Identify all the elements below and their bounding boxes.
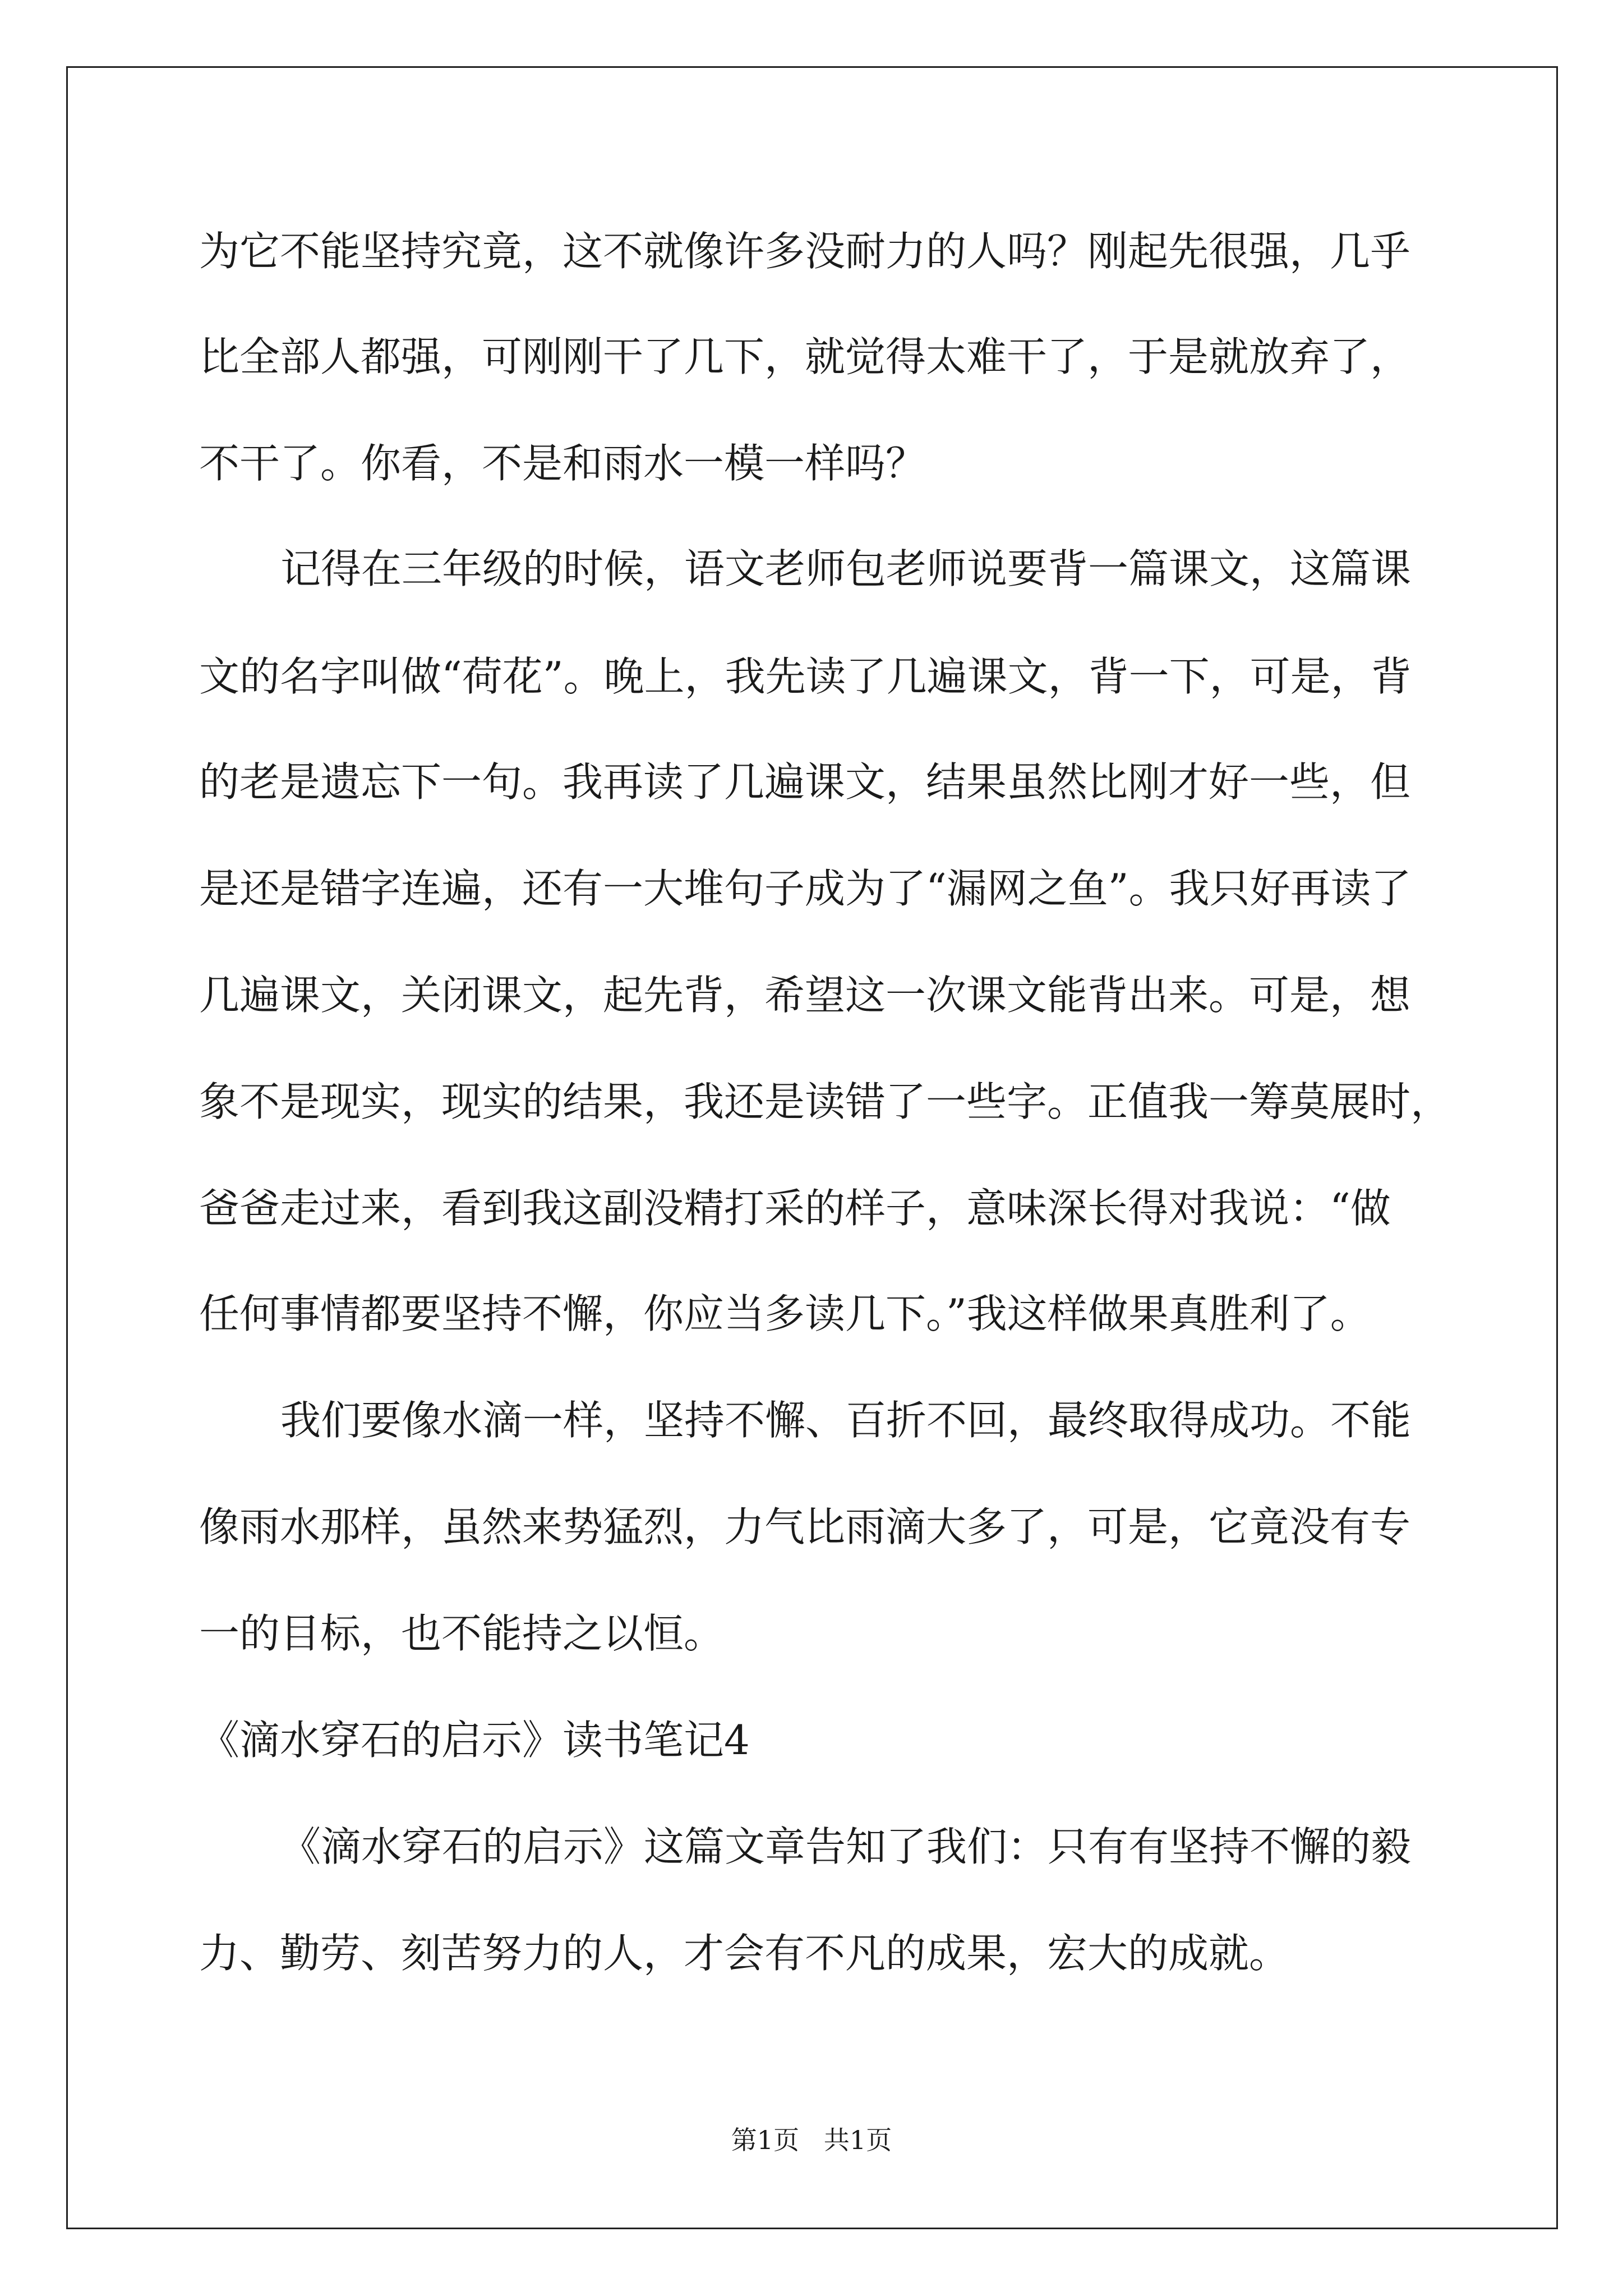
- paragraph-2-line-3: 的老是遗忘下一句。我再读了几遍课文，结果虽然比刚才好一些，但: [199, 758, 1411, 806]
- paragraph-4-line-2: 力、勤劳、刻苦努力的人，才会有不凡的成果，宏大的成就。: [199, 1930, 1290, 1977]
- page-footer: 第1页 共1页: [731, 2125, 892, 2155]
- paragraph-2-line-8: 任何事情都要坚持不懈，你应当多读几下。”我这样做果真胜利了。: [199, 1290, 1371, 1337]
- paragraph-2-line-2: 文的名字叫做“荷花”。晚上，我先读了几遍课文，背一下，可是，背: [199, 653, 1412, 700]
- paragraph-2-line-6: 象不是现实，现实的结果，我还是读错了一些字。正值我一筹莫展时，: [199, 1078, 1451, 1125]
- paragraph-3-line-2: 像雨水那样，虽然来势猛烈，力气比雨滴大多了，可是，它竟没有专: [199, 1503, 1411, 1550]
- paragraph-1-line-3: 不干了。你看，不是和雨水一模一样吗？: [199, 440, 926, 487]
- paragraph-2-line-4: 是还是错字连遍，还有一大堆句子成为了“漏网之鱼”。我只好再读了: [199, 865, 1412, 912]
- section-heading: 《滴水穿石的启示》读书笔记4: [199, 1717, 750, 1764]
- paragraph-2-line-1: 记得在三年级的时候，语文老师包老师说要背一篇课文，这篇课: [280, 545, 1412, 592]
- paragraph-4-line-1: 《滴水穿石的启示》这篇文章告知了我们：只有有坚持不懈的毅: [280, 1823, 1412, 1870]
- paragraph-3-line-1: 我们要像水滴一样，坚持不懈、百折不回，最终取得成功。不能: [280, 1397, 1412, 1444]
- page-border: [66, 66, 1558, 2229]
- paragraph-1-line-1: 为它不能坚持究竟，这不就像许多没耐力的人吗？刚起先很强，几乎: [199, 228, 1411, 275]
- paragraph-3-line-3: 一的目标，也不能持之以恒。: [199, 1610, 725, 1657]
- paragraph-2-line-7: 爸爸走过来，看到我这副没精打采的样子，意味深长得对我说：“做: [199, 1185, 1391, 1232]
- paragraph-1-line-2: 比全部人都强，可刚刚干了几下，就觉得太难干了，于是就放弃了，: [199, 333, 1411, 380]
- paragraph-2-line-5: 几遍课文，关闭课文，起先背，希望这一次课文能背出来。可是，想: [199, 972, 1411, 1019]
